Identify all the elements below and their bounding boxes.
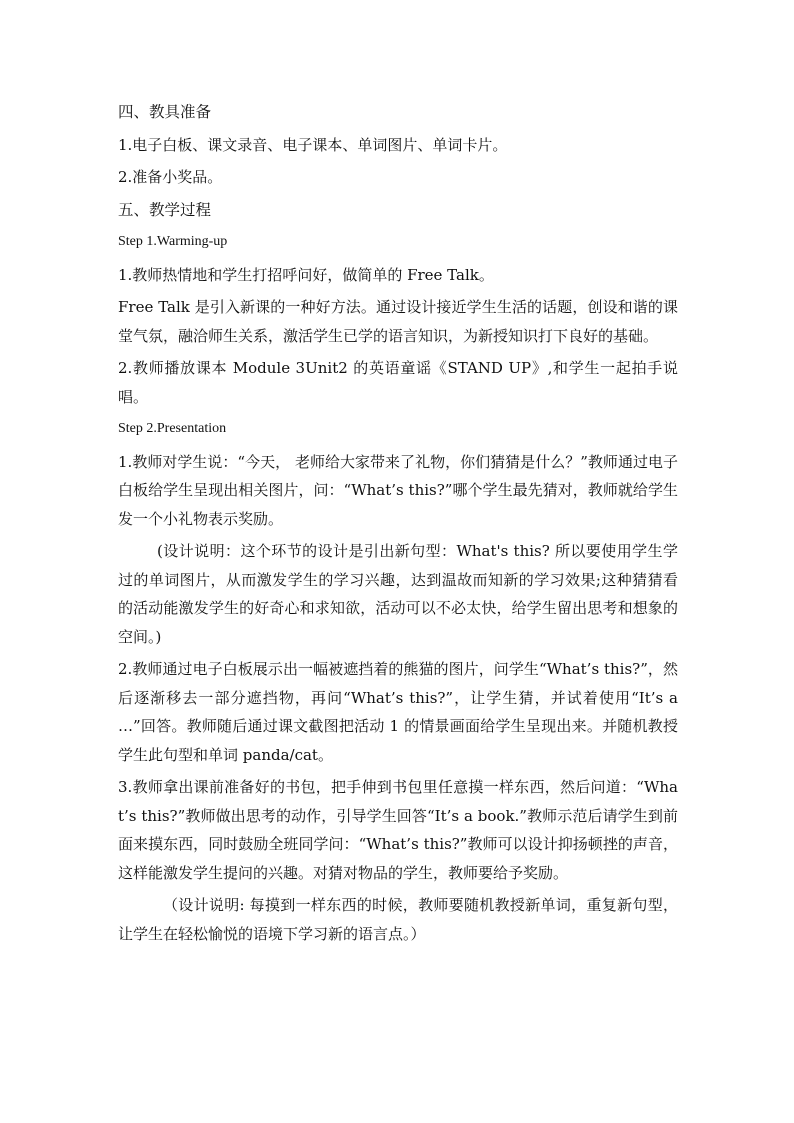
step-2-item-1: 1.教师对学生说：“今天， 老师给大家带来了礼物，你们猜猜是什么？”教师通过电子白板给学生呈现出相关图片，问：“What’s this?”哪个学生最先猜对，教师就给学生发一个小礼物表示奖励。 (118, 452, 678, 528)
step-1-title: Step 1.Warming-up (118, 234, 228, 249)
step-2-item-2: 2.教师通过电子白板展示出一幅被遮挡着的熊猫的图片，问学生“What’s this?”，然后逐渐移去一部分遮挡物，再问“What’s this?”，让学生猜，并试着使用“It’s a …”回答。教师随后通过课文截图把活动 1 的情景画面给学生呈现出来。并随机教授学生此句型和单词 panda/cat。 (118, 660, 678, 764)
aids-item-1: 1.电子白板、课文录音、电子课本、单词图片、单词卡片。 (118, 135, 508, 154)
step-2-item-3: 3.教师拿出课前准备好的书包，把手伸到书包里任意摸一样东西，然后问道：“What’s this?”教师做出思考的动作，引导学生回答“It’s a book.”教师示范后请学生到前面来摸东西，同时鼓励全班同学问：“What’s this?”教师可以设计抑扬顿挫的声音，这样能激发学生提问的兴趣。对猜对物品的学生，教师要给予奖励。 (118, 778, 678, 882)
step-1-item-2: 2.教师播放课本 Module 3Unit2 的英语童谣《STAND UP》,和学生一起拍手说唱。 (118, 359, 678, 406)
step-1-item-1: 1.教师热情地和学生打招呼问好，做简单的 Free Talk。 (118, 265, 494, 284)
document-body (118, 98, 678, 952)
section-heading-teaching-process: 五、教学过程 (118, 200, 212, 219)
design-note-2: （设计说明: 每摸到一样东西的时候，教师要随机教授新单词，重复新句型，让学生在轻松愉悦的语境下学习新的语言点。） (118, 896, 678, 943)
design-note-1: (设计说明：这个环节的设计是引出新句型：What's this? 所以要使用学生学过的单词图片，从而激发学生的学习兴趣，达到温故而知新的学习效果;这种猜猜看的活动能激发学生的好奇心和求知欲，活动可以不必太快，给学生留出思考和想象的空间。) (118, 542, 678, 646)
step-2-title: Step 2.Presentation (118, 421, 227, 436)
aids-item-2: 2.准备小奖品。 (118, 168, 223, 186)
section-heading-teaching-aids: 四、教具准备 (118, 103, 212, 121)
step-1-free-talk-note: Free Talk 是引入新课的一种好方法。通过设计接近学生生活的话题，创设和谐的课堂气氛，融洽师生关系，激活学生已学的语言知识，为新授知识打下良好的基础。 (118, 298, 678, 345)
